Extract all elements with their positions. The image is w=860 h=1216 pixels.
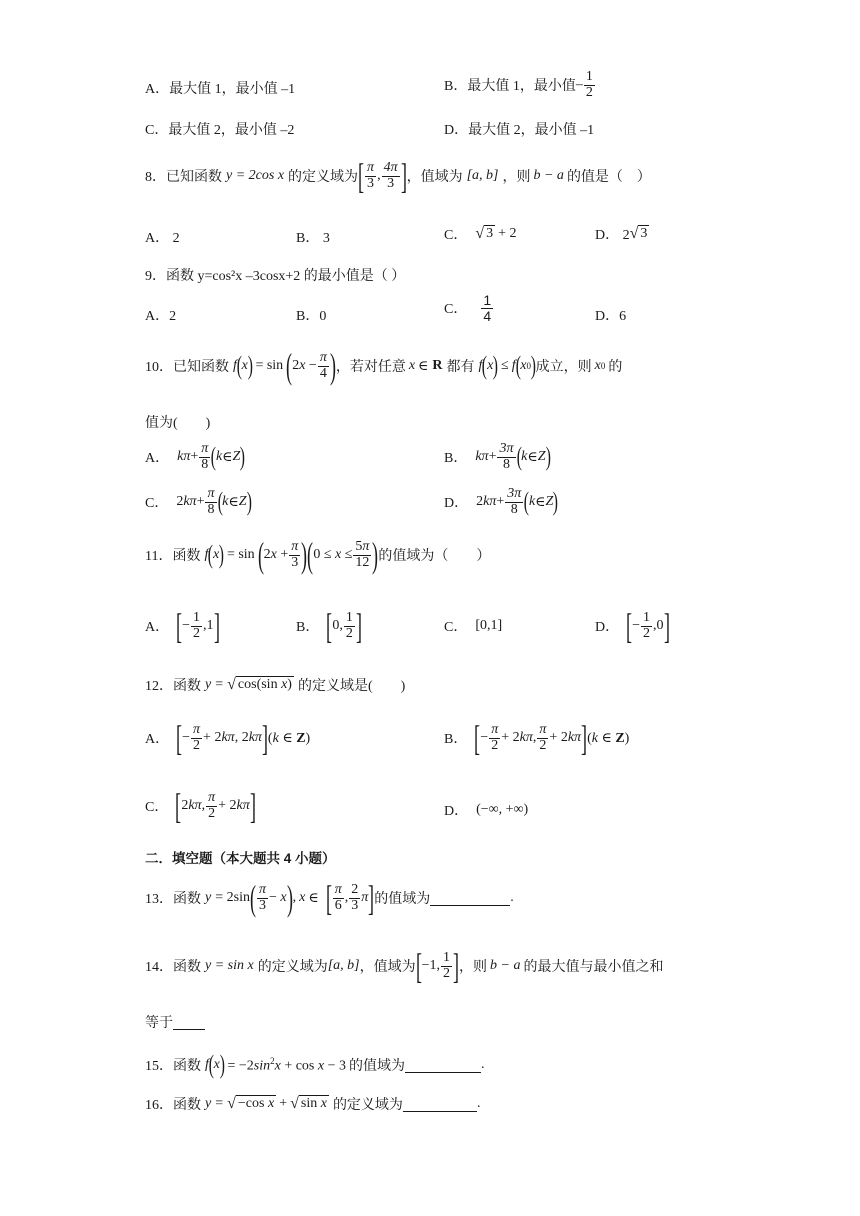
- q9-option-c: C． $\frac{1}{4}$: [444, 292, 492, 324]
- q12-option-d: D． (−∞, +∞): [444, 802, 529, 819]
- q8-domain-label: 的定义域为: [288, 170, 359, 185]
- q8-ab: [a, b]: [466, 168, 499, 183]
- q11-stem: 11．函数 f ( x ) = sin ( 2x + $\frac{\pi}{3}$ ) ( 0 ≤ x ≤ $\frac{5\pi}{12}$ ) 的值域为（ ）: [145, 535, 491, 575]
- q9-option-b: B．0: [296, 309, 327, 324]
- q7-option-d: [444, 119, 594, 139]
- q7-option-b: B．最大值 1，最小值 – $\frac{1}{2}$: [444, 69, 593, 100]
- q7-option-a: [145, 78, 295, 98]
- q10-stem: 10．已知函数 f ( x ) = sin ( 2x − $\frac{\pi}{4}$ ) ，若对任意 x ∈ R 都有 f ( x ) ≤ f ( x 0 ) 成立，则 x 0 的: [145, 346, 623, 386]
- q10-option-c: C． 2kπ + $\frac{\pi}{8}$ ( k ∈ Z ): [145, 486, 252, 517]
- q7-option-b-text: B．最大值 1，最小值: [444, 79, 576, 95]
- q14-answer-blank[interactable]: [173, 1015, 205, 1030]
- q8-function: y = 2cos x: [226, 168, 285, 183]
- q8-prefix: 8．已知函数: [145, 170, 222, 185]
- q7-option-c: [145, 119, 294, 139]
- q10-stem-line2: 值为( ): [145, 416, 211, 431]
- q16-stem: 16．函数 y = √ −cos x + √ sin x 的定义域为 .: [145, 1095, 481, 1113]
- q7-option-a-text: A．最大值 1，最小值 –1: [145, 82, 296, 97]
- q8-option-a: A． 2: [145, 231, 180, 246]
- q8-stem: 8．已知函数 y = 2cos x 的定义域为 [ $\frac{\pi}{3}$ , $\frac{4\pi}{3}$ ] ，值域为 [a, b] ，则 b − a 的值是（ ）: [145, 156, 651, 196]
- q11-option-d: D． [ − $\frac{1}{2}$ ,0 ]: [595, 606, 670, 646]
- q12-option-b: B． [ − $\frac{\pi}{2}$ + 2kπ, $\frac{\pi}{2}$ + 2kπ ] (k ∈ Z): [444, 718, 630, 758]
- q14-stem-line2: 等于: [145, 1012, 205, 1032]
- q15-answer-blank[interactable]: [405, 1058, 481, 1073]
- q7-option-d-text: D．最大值 2，最小值 –1: [444, 123, 595, 138]
- q8-bma: b − a: [533, 168, 564, 183]
- q16-answer-blank[interactable]: [403, 1097, 477, 1112]
- q13-answer-blank[interactable]: [430, 891, 510, 906]
- q11-option-a: A． [ − $\frac{1}{2}$ ,1 ]: [145, 606, 220, 646]
- q8-option-c: C． √ 3 + 2: [444, 225, 517, 243]
- q7-option-b-fraction: $\frac{1}{2}$: [585, 69, 593, 100]
- section-fill-in-heading: 二．填空题（本大题共 4 小题）: [145, 851, 336, 866]
- q13-stem: 13．函数 y = 2sin ( $\frac{\pi}{3}$ − x ) , x ∈ [ $\frac{\pi}{6}$ , $\frac{2}{3}$ π ] 的值域为 .: [145, 878, 514, 918]
- q15-stem: 15．函数 f ( x ) = $-2\sin^2x + \cos x - 3$ 的值域为 .: [145, 1050, 485, 1079]
- q9-stem: 9．函数 y=cos²x –3cosx+2 的最小值是（ ）: [145, 269, 406, 284]
- q12-option-a: A． [ − $\frac{\pi}{2}$ + 2kπ, 2kπ ] (k ∈ Z): [145, 718, 311, 758]
- q12-stem: 12．函数 y = √ cos(sin x) 的定义域是( ): [145, 676, 406, 694]
- q8-option-d: D． 2 √ 3: [595, 225, 648, 243]
- q11-option-b: B． [ 0, $\frac{1}{2}$ ]: [296, 606, 362, 646]
- q10-option-a: A． kπ + $\frac{\pi}{8}$ ( k ∈ Z ): [145, 441, 246, 472]
- q8-then: ，则: [502, 170, 531, 185]
- q11-option-c: C． [0,1]: [444, 618, 503, 635]
- q9-option-a: A．2: [145, 309, 177, 324]
- q7-option-c-text: C．最大值 2，最小值 –2: [145, 123, 295, 138]
- q10-option-d: D． 2kπ + $\frac{3\pi}{8}$ ( k ∈ Z ): [444, 486, 559, 517]
- q8-end: 的值是（ ）: [566, 170, 651, 185]
- q12-option-c: C． [ 2kπ, $\frac{\pi}{2}$ + 2kπ ]: [145, 786, 256, 826]
- q8-range-label: ，值域为: [406, 170, 463, 185]
- q14-stem: 14．函数 y = sin x 的定义域为 [a, b] ，值域为 [ −1, $\frac{1}{2}$ ] ，则 b − a 的最大值与最小值之和: [145, 946, 664, 986]
- q10-option-b: B． kπ + $\frac{3\pi}{8}$ ( k ∈ Z ): [444, 441, 551, 472]
- q8-option-b: B． 3: [296, 231, 330, 246]
- q9-option-d: D．6: [595, 309, 627, 324]
